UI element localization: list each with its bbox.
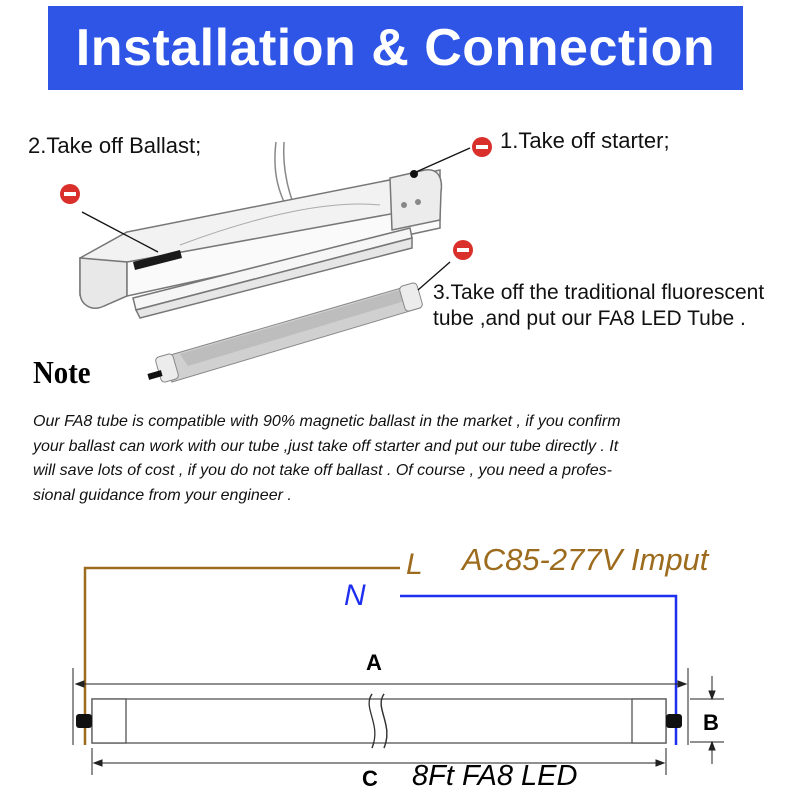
note-line: Our FA8 tube is compatible with 90% magnetic ballast in the market , if you confirm (33, 413, 621, 430)
step-3-label (433, 280, 764, 332)
no-entry-icon (453, 240, 473, 260)
step-1-label: 1.Take off starter; (500, 128, 670, 153)
product-model-label: 8Ft FA8 LED (412, 760, 578, 792)
neutral-label: N (344, 579, 366, 612)
dimension-a-label: A (366, 650, 382, 675)
step-2-label: 2.Take off Ballast; (28, 133, 202, 158)
live-label: L (406, 548, 423, 581)
starter-point (410, 170, 418, 178)
note-line: will save lots of cost , if you do not take off ballast . Of course , you need a profes- (33, 462, 612, 479)
note-line: your ballast can work with our tube ,just take off starter and put our tube directly . It (33, 437, 619, 455)
input-voltage-label: AC85-277V Imput (462, 542, 709, 577)
tube-diagram (76, 694, 682, 748)
no-entry-icon (60, 184, 80, 204)
step-3-line-1: 3.Take off the traditional fluorescent (433, 281, 765, 304)
no-entry-icon (472, 137, 492, 157)
step-3-line-2: tube ,and put our FA8 LED Tube . (433, 307, 746, 330)
note-heading: Note (33, 354, 91, 390)
note-line: sional guidance from your engineer . (33, 486, 292, 504)
dimension-c-label: C (362, 766, 378, 791)
note-body (33, 410, 773, 508)
page-title: Installation & Connection (75, 19, 716, 77)
dimension-b-label: B (703, 710, 719, 735)
